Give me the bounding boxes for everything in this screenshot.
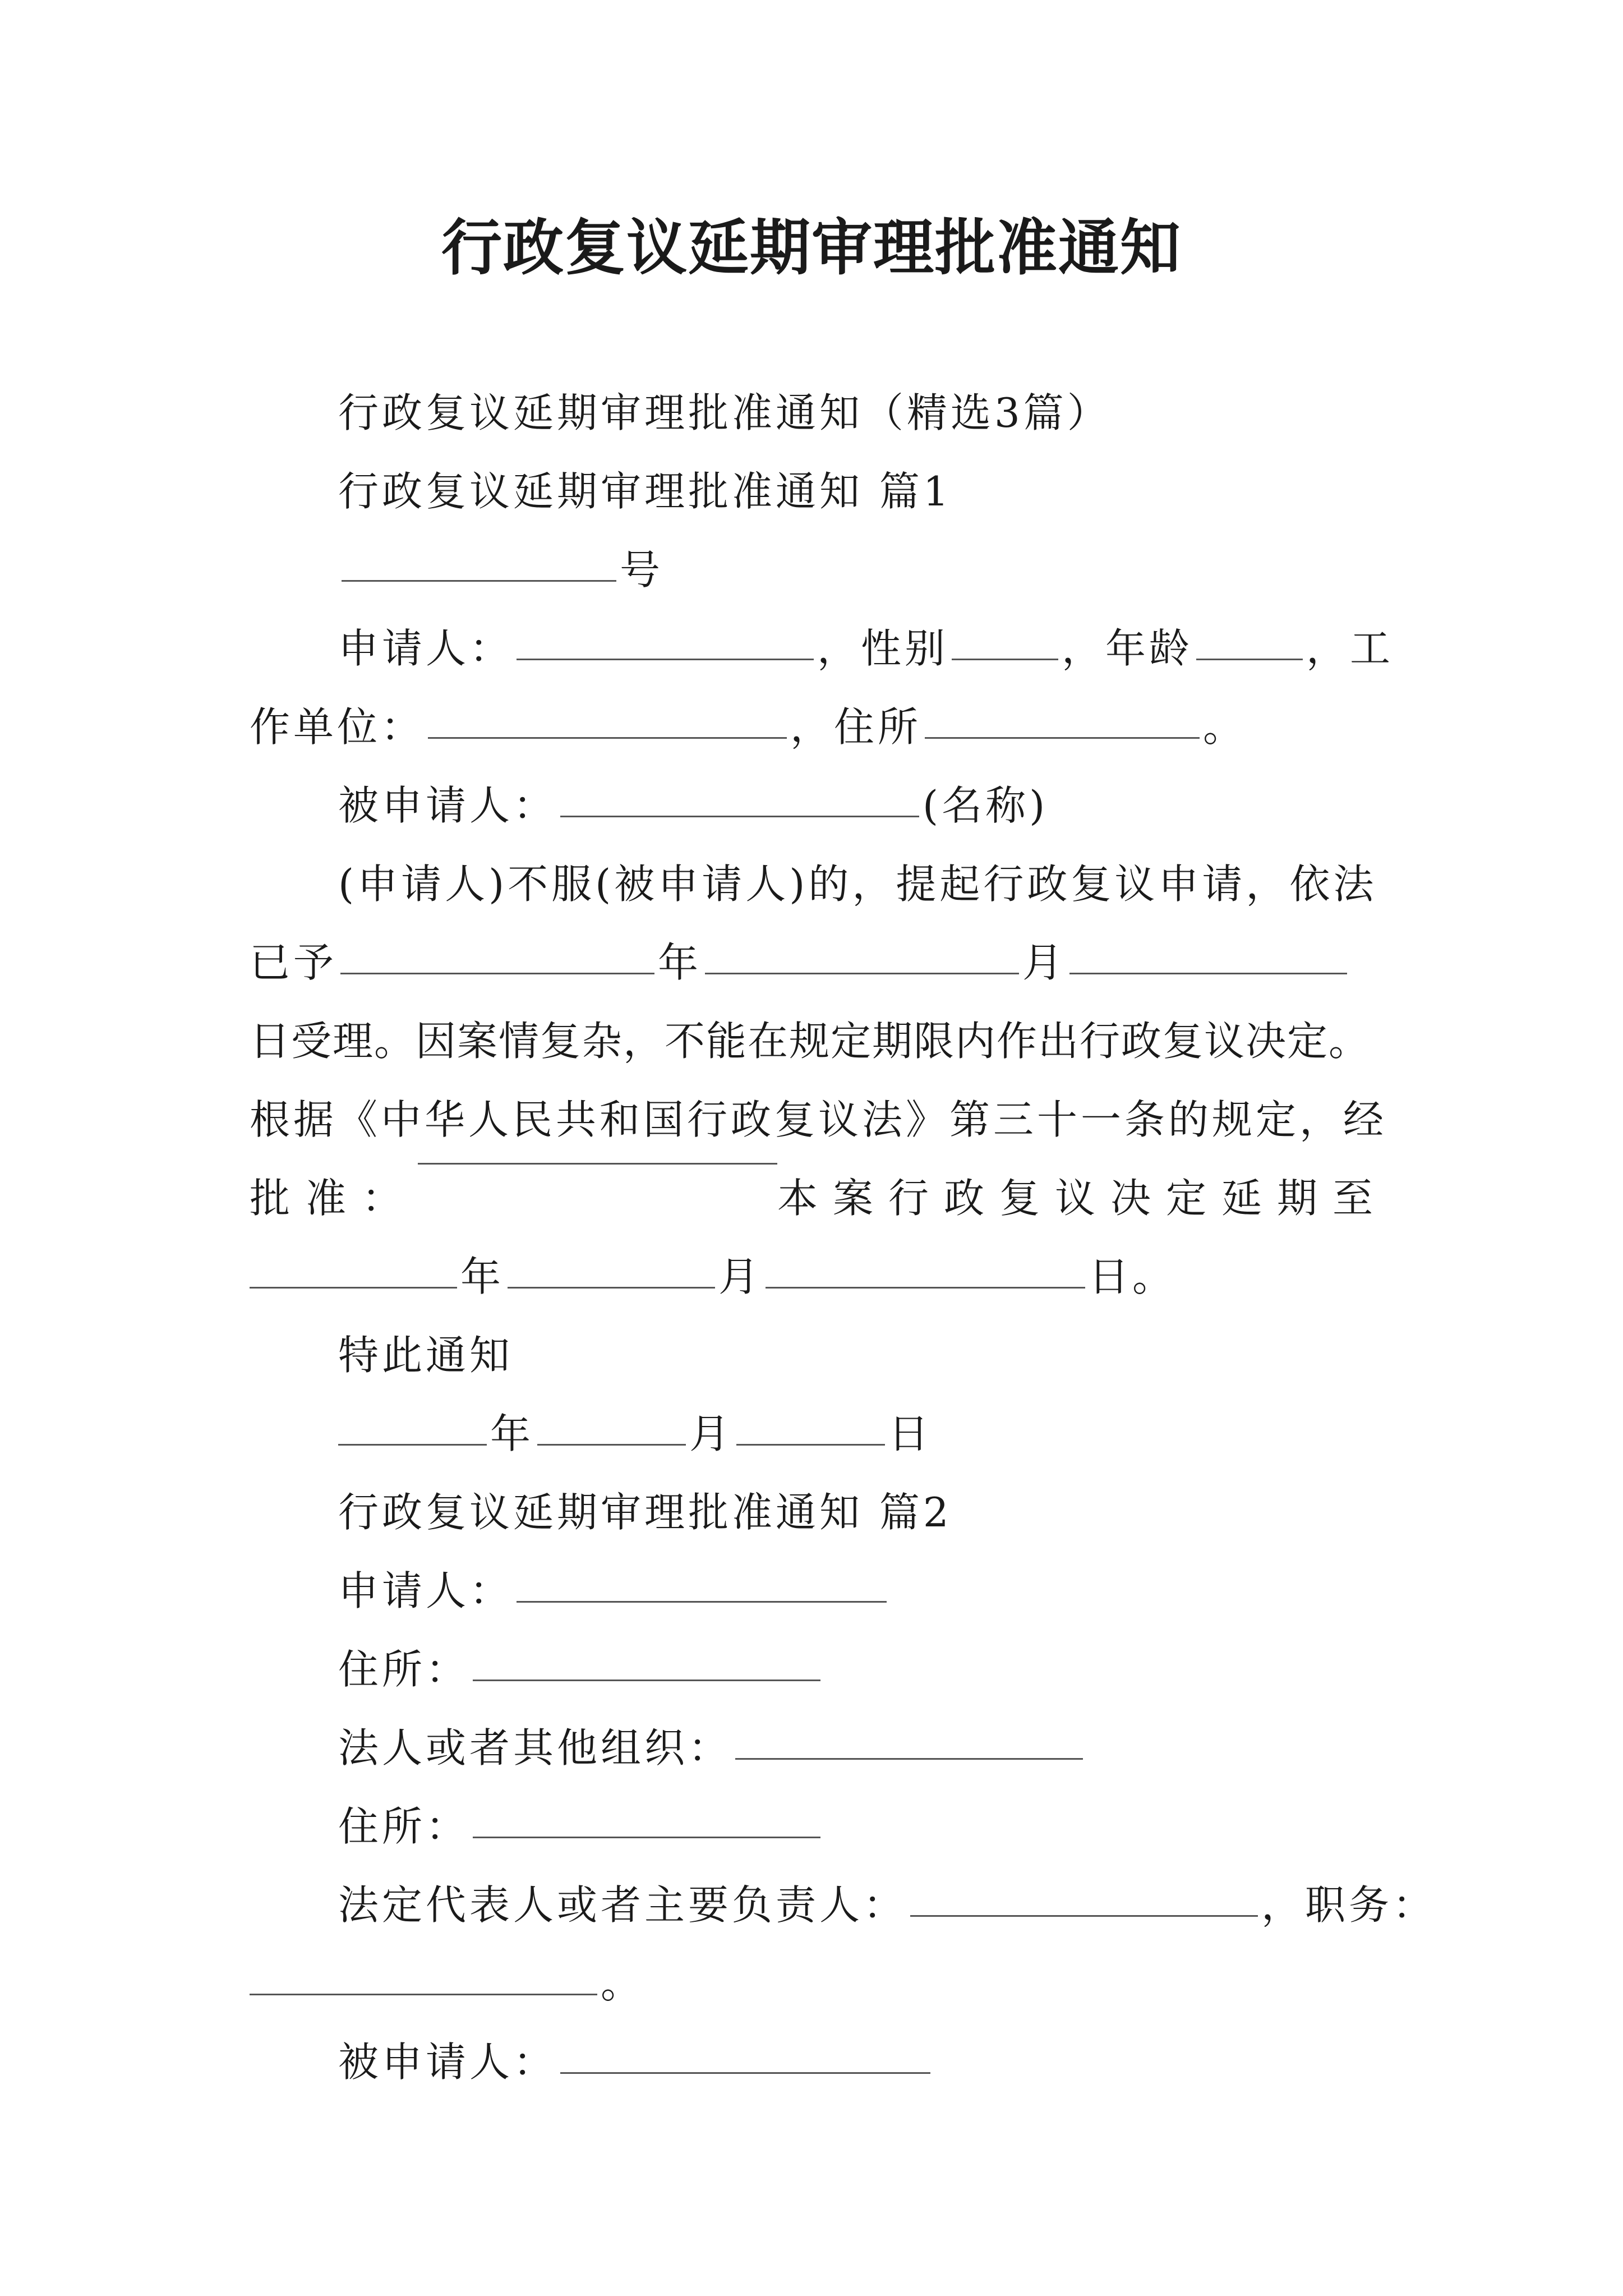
gender-blank[interactable] (952, 658, 1058, 660)
p2-respondent-label: 被申请人： (338, 2039, 557, 2086)
p2-position-blank[interactable] (250, 1993, 597, 1995)
age-blank[interactable] (1196, 658, 1303, 660)
month-label-3: 月 (689, 1410, 734, 1457)
section-2-heading: 行政复议延期审理批准通知 篇2 (338, 1489, 952, 1536)
work-unit-line (250, 693, 1388, 761)
accept-day-blank[interactable] (1069, 972, 1347, 974)
extend-year-blank[interactable] (250, 1286, 457, 1289)
address-blank[interactable] (925, 737, 1200, 739)
p2-rep-line (338, 1871, 1437, 1939)
intro-line: 行政复议延期审理批准通知（精选3篇） (338, 389, 1111, 436)
day-end-label: 日。 (1089, 1253, 1177, 1300)
extend-date-line (250, 1243, 1388, 1310)
accept-month-blank[interactable] (705, 972, 1019, 974)
accept-date-line (250, 929, 1388, 996)
respondent-label: 被申请人： (338, 782, 557, 829)
p2-org-blank[interactable] (735, 1757, 1083, 1760)
accept-year-blank[interactable] (340, 972, 654, 974)
approval-line (250, 1165, 1388, 1232)
approve-label: 批准： (250, 1175, 418, 1222)
approver-blank[interactable] (418, 1162, 777, 1165)
month-label-2: 月 (718, 1253, 763, 1300)
document-number-line (338, 536, 1388, 604)
sign-month-blank[interactable] (537, 1443, 686, 1446)
p2-address-line-2 (338, 1793, 1388, 1860)
p2-address-label-2: 住所： (338, 1803, 470, 1850)
year-label-3: 年 (490, 1410, 534, 1457)
p2-address-line (338, 1636, 1388, 1703)
extend-month-blank[interactable] (508, 1286, 715, 1289)
name-hint: (名称) (923, 782, 1049, 829)
p2-org-label: 法人或者其他组织： (338, 1724, 732, 1772)
work-label-b: 作单位： (250, 703, 425, 751)
extend-text: 本案行政复议决定延期至 (777, 1175, 1388, 1222)
period-mark: 。 (1203, 703, 1247, 751)
p2-period: 。 (601, 1960, 645, 2007)
sign-day-blank[interactable] (736, 1443, 885, 1446)
p2-position-label: ，职务： (1261, 1881, 1437, 1929)
p2-position-line (250, 1950, 1388, 2017)
signing-date-line (338, 1400, 1388, 1467)
p2-rep-blank[interactable] (910, 1915, 1258, 1917)
month-label: 月 (1022, 939, 1067, 986)
number-blank[interactable] (342, 579, 616, 582)
address-label: ，住所 (790, 703, 922, 751)
p2-org-line (338, 1714, 1388, 1782)
body-line-4: 根据《中华人民共和国行政复议法》第三十一条的规定，经 (250, 1096, 1387, 1143)
applicant-line (338, 615, 1394, 682)
gender-label: ，性别 (817, 625, 949, 672)
p2-respondent-line (338, 2028, 1388, 2096)
p2-rep-label: 法定代表人或者主要负责人： (338, 1881, 907, 1929)
day-label-3: 日 (888, 1410, 933, 1457)
respondent-line (338, 772, 1388, 839)
already-label: 已予 (250, 939, 338, 986)
number-suffix: 号 (620, 546, 664, 593)
section-1-heading: 行政复议延期审理批准通知 篇1 (338, 468, 952, 515)
p2-respondent-blank[interactable] (560, 2072, 930, 2074)
age-label: ，年龄 (1062, 625, 1193, 672)
year-label: 年 (658, 939, 702, 986)
p2-applicant-line (338, 1557, 1388, 1625)
work-label-a: ，工 (1306, 625, 1394, 672)
p2-applicant-blank[interactable] (517, 1600, 887, 1603)
document-title: 行政复议延期审理批准通知 (441, 213, 1182, 283)
notice-line: 特此通知 (338, 1332, 514, 1379)
p2-address-blank[interactable] (473, 1679, 820, 1681)
sign-year-blank[interactable] (338, 1443, 487, 1446)
body-line-1: (申请人)不服(被申请人)的，提起行政复议申请，依法 (338, 861, 1377, 908)
p2-address-blank-2[interactable] (473, 1836, 820, 1838)
year-label-2: 年 (460, 1253, 505, 1300)
extend-day-blank[interactable] (766, 1286, 1085, 1289)
p2-applicant-label: 申请人： (338, 1567, 514, 1614)
respondent-blank[interactable] (560, 815, 919, 817)
work-unit-blank[interactable] (428, 737, 787, 739)
applicant-blank[interactable] (517, 658, 814, 660)
p2-address-label: 住所： (338, 1646, 470, 1693)
applicant-label: 申请人： (338, 625, 514, 672)
body-line-3: 日受理。因案情复杂，不能在规定期限内作出行政复议决定。 (250, 1018, 1371, 1065)
